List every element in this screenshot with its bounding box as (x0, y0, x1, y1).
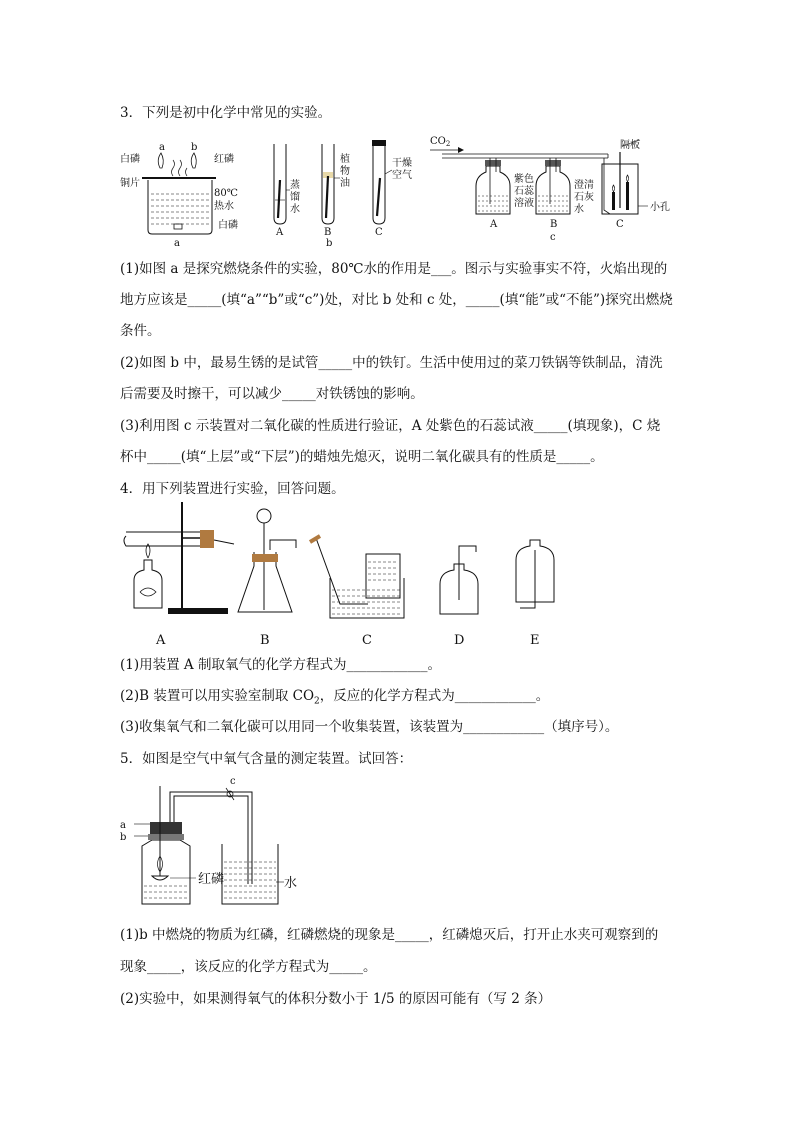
fig-a-label-b: b (191, 142, 198, 153)
q5-label-b: b (120, 832, 127, 843)
fig-a-label-copper: 铜片 (120, 178, 140, 189)
q3-line-1: (1)如图 a 是探究燃烧条件的实验，80℃水的作用是___。图示与实验事实不符，火焰出现的 (120, 261, 668, 277)
fig-a-label-white-phosphorus: 白磷 (120, 154, 140, 165)
figure-q5-oxygen-measurement (118, 776, 318, 916)
q3-line-4: (2)如图 b 中，最易生锈的是试管_____中的铁钉。生活中使用过的菜刀铁锅等铁制品，清洗 (120, 355, 663, 371)
q4-label-A: A (156, 633, 166, 648)
q5-line-2: 现象_____，该反应的化学方程式为_____。 (120, 959, 377, 975)
fig-b-oil-2: 物 (340, 166, 350, 177)
q5-label-red-phosphorus: 红磷 (198, 872, 225, 887)
q4-title: 4．用下列装置进行实验，回答问题。 (120, 481, 345, 497)
fig-c-lime-3: 水 (574, 204, 584, 215)
figure-b-rusting (262, 138, 412, 248)
figure-a-combustion (118, 138, 248, 248)
q3-line-6: (3)利用图 c 示装置对二氧化碳的性质进行验证，A 处紫色的石蕊试液_____(填现象)，C 烧 (120, 418, 661, 434)
q5-title: 5．如图是空气中氧气含量的测定装置。试回答： (120, 751, 413, 767)
fig-c-label-C: C (616, 219, 624, 230)
fig-c-caption: c (550, 232, 556, 243)
fig-c-litmus-2: 石蕊 (514, 186, 534, 197)
fig-c-litmus-1: 紫色 (514, 174, 534, 185)
q3-line-3: 条件。 (120, 323, 161, 339)
figure-q4-apparatus (118, 500, 578, 650)
fig-c-lime-2: 石灰 (574, 192, 594, 203)
q4-line-3: (3)收集氧气和二氧化碳可以用同一个收集装置，该装置为____________（填序号）。 (120, 719, 619, 735)
q4-line-1: (1)用装置 A 制取氧气的化学方程式为____________。 (120, 657, 441, 673)
fig-b-water-1: 蒸 (290, 180, 300, 191)
q5-line-1: (1)b 中燃烧的物质为红磷，红磷燃烧的现象是_____，红磷熄灭后，打开止水夹可观察到的 (120, 927, 659, 943)
fig-a-caption: a (174, 238, 180, 249)
candle-flame-icon (627, 175, 629, 182)
fig-b-caption: b (326, 238, 333, 249)
fig-a-label-white-phosphorus-bottom: 白磷 (218, 220, 238, 231)
fig-a-label-hot-water: 热水 (214, 201, 234, 212)
fig-c-label-B: B (550, 219, 558, 230)
fig-b-water-3: 水 (290, 204, 300, 215)
fig-c-litmus-3: 溶液 (514, 198, 534, 209)
fig-b-label-A: A (276, 227, 284, 238)
fig-a-label-80c: 80℃ (214, 188, 238, 199)
flame-icon (158, 153, 163, 168)
q4-line-2: (2)B 装置可以用实验室制取 $CO_2$，反应的化学方程式为____________。 (120, 688, 550, 707)
fig-c-plate: 隔板 (620, 140, 640, 151)
flame-icon (191, 153, 196, 168)
candle-flame-icon (613, 185, 615, 192)
q3-title: 3．下列是初中化学中常见的实验。 (120, 105, 332, 121)
fig-b-water-2: 馏 (290, 192, 300, 203)
fig-b-dry-1: 干燥 (392, 158, 412, 169)
figure-c-co2 (428, 134, 684, 248)
q5-label-c: c (230, 776, 236, 787)
fig-c-hole: 小孔 (650, 202, 670, 213)
q3-line-2: 地方应该是_____(填“a”“b”或“c”)处，对比 b 处和 c 处，_____(填“能”或“不能”)探究出燃烧 (120, 292, 673, 308)
fig-b-dry-2: 空气 (392, 170, 412, 181)
fig-b-label-B: B (324, 227, 332, 238)
fig-c-lime-1: 澄清 (574, 180, 594, 191)
q4-label-D: D (454, 633, 465, 648)
q4-label-B: B (260, 633, 270, 648)
fig-b-label-C: C (375, 227, 383, 238)
q5-label-water: 水 (284, 876, 298, 891)
q5-label-a: a (120, 820, 126, 831)
fig-b-oil-3: 油 (340, 178, 350, 189)
q4-label-C: C (362, 633, 372, 648)
q3-line-5: 后需要及时擦干，可以减少_____对铁锈蚀的影响。 (120, 386, 424, 402)
fig-a-label-red-phosphorus: 红磷 (214, 154, 234, 165)
fig-c-co2: $CO_2$ (430, 136, 451, 148)
fig-c-label-A: A (490, 219, 498, 230)
fig-a-label-a: a (159, 142, 165, 153)
q5-line-3: (2)实验中，如果测得氧气的体积分数小于 1/5 的原因可能有（写 2 条） (120, 991, 552, 1007)
fig-b-oil-1: 植 (340, 154, 350, 165)
q3-line-7: 杯中_____(填“上层”或“下层”)的蜡烛先熄灭，说明二氧化碳具有的性质是_____。 (120, 449, 604, 465)
q4-label-E: E (530, 633, 540, 648)
